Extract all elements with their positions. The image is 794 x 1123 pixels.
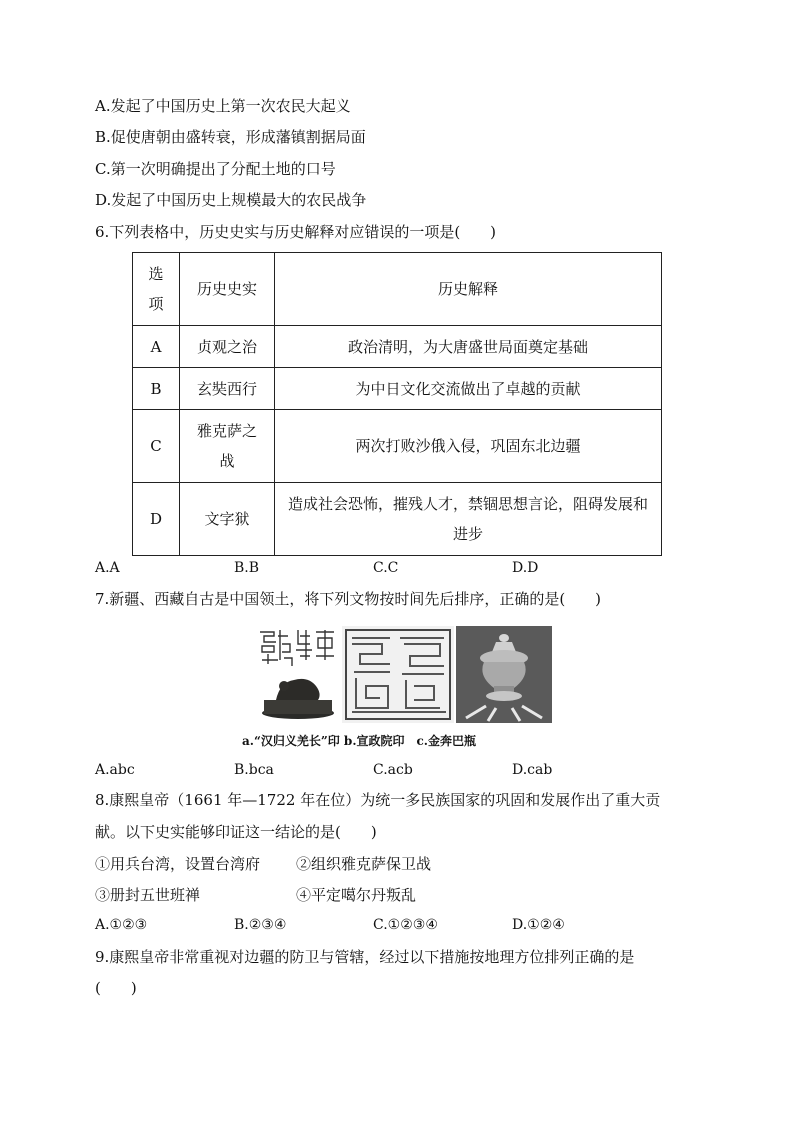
q8-stem-line1: 8.康熙皇帝（1661 年—1722 年在位）为统一多民族国家的巩固和发展作出了重大贡 bbox=[95, 791, 661, 809]
q8-item-1: ①用兵台湾，设置台湾府 bbox=[95, 855, 261, 873]
q8-option-a: A.①②③ bbox=[95, 917, 148, 933]
table-cell: 两次打败沙俄入侵，巩固东北边疆 bbox=[275, 410, 662, 483]
table-cell: 贞观之治 bbox=[180, 326, 275, 368]
q8-stem-line2: 献。以下史实能够印证这一结论的是( ) bbox=[95, 823, 377, 841]
table-cell: A bbox=[133, 326, 180, 368]
table-header-cell: 历史解释 bbox=[275, 253, 662, 326]
table-cell: 政治清明，为大唐盛世局面奠定基础 bbox=[275, 326, 662, 368]
q9-stem-line1: 9.康熙皇帝非常重视对边疆的防卫与管辖，经过以下措施按地理方位排列正确的是 bbox=[95, 948, 635, 966]
q7-option-b: B.bca bbox=[234, 762, 274, 778]
q5-option-c: C.第一次明确提出了分配土地的口号 bbox=[95, 160, 336, 178]
q6-option-b: B.B bbox=[234, 560, 260, 576]
xuanzheng-seal-image bbox=[342, 626, 454, 723]
q6-table bbox=[132, 252, 662, 556]
table-cell: D bbox=[133, 483, 180, 556]
q8-items-row2 bbox=[95, 885, 416, 905]
q7-stem: 7.新疆、西藏自古是中国领土，将下列文物按时间先后排序，正确的是( ) bbox=[95, 590, 602, 608]
table-cell: 文字狱 bbox=[180, 483, 275, 556]
q8-item-4: ④平定噶尔丹叛乱 bbox=[296, 886, 417, 904]
q8-item-2: ②组织雅克萨保卫战 bbox=[296, 855, 432, 873]
q5-option-b: B.促使唐朝由盛转衰，形成藩镇割据局面 bbox=[95, 128, 366, 146]
q6-option-a: A.A bbox=[95, 560, 120, 576]
table-header-cell: 选项 bbox=[133, 253, 180, 326]
q7-option-d: D.cab bbox=[512, 762, 553, 778]
table-row bbox=[133, 483, 662, 556]
q6-option-d: D.D bbox=[512, 560, 539, 576]
q6-stem: 6.下列表格中，历史史实与历史解释对应错误的一项是( ) bbox=[95, 223, 497, 241]
q7-options bbox=[95, 761, 552, 779]
table-header-row bbox=[133, 253, 662, 326]
golden-urn-image bbox=[456, 626, 552, 723]
q7-option-c: C.acb bbox=[373, 762, 413, 778]
table-header-cell: 历史史实 bbox=[180, 253, 275, 326]
han-seal-image bbox=[254, 626, 340, 723]
q8-option-c: C.①②③④ bbox=[373, 917, 438, 933]
q7-option-a: A.abc bbox=[95, 762, 135, 778]
q8-option-b: B.②③④ bbox=[234, 917, 287, 933]
q5-option-a: A.发起了中国历史上第一次农民大起义 bbox=[95, 97, 351, 115]
table-row bbox=[133, 368, 662, 410]
q8-item-3: ③册封五世班禅 bbox=[95, 886, 201, 904]
table-row bbox=[133, 326, 662, 368]
artifact-caption: a.“汉归义羌长”印 b.宣政院印 c.金奔巴瓶 bbox=[242, 734, 476, 748]
table-cell: 玄奘西行 bbox=[180, 368, 275, 410]
table-cell: B bbox=[133, 368, 180, 410]
table-cell: 雅克萨之战 bbox=[180, 410, 275, 483]
q6-options bbox=[95, 559, 538, 577]
q8-options bbox=[95, 916, 565, 934]
q9-stem-line2: ( ) bbox=[95, 979, 137, 997]
table-cell: 为中日文化交流做出了卓越的贡献 bbox=[275, 368, 662, 410]
q8-items-row1 bbox=[95, 854, 431, 874]
table-cell: 造成社会恐怖，摧残人才，禁锢思想言论，阻碍发展和进步 bbox=[275, 483, 662, 556]
artifact-images bbox=[254, 626, 552, 723]
table-cell: C bbox=[133, 410, 180, 483]
q8-option-d: D.①②④ bbox=[512, 917, 565, 933]
q6-option-c: C.C bbox=[373, 560, 399, 576]
table-row bbox=[133, 410, 662, 483]
q5-option-d: D.发起了中国历史上规模最大的农民战争 bbox=[95, 191, 367, 209]
